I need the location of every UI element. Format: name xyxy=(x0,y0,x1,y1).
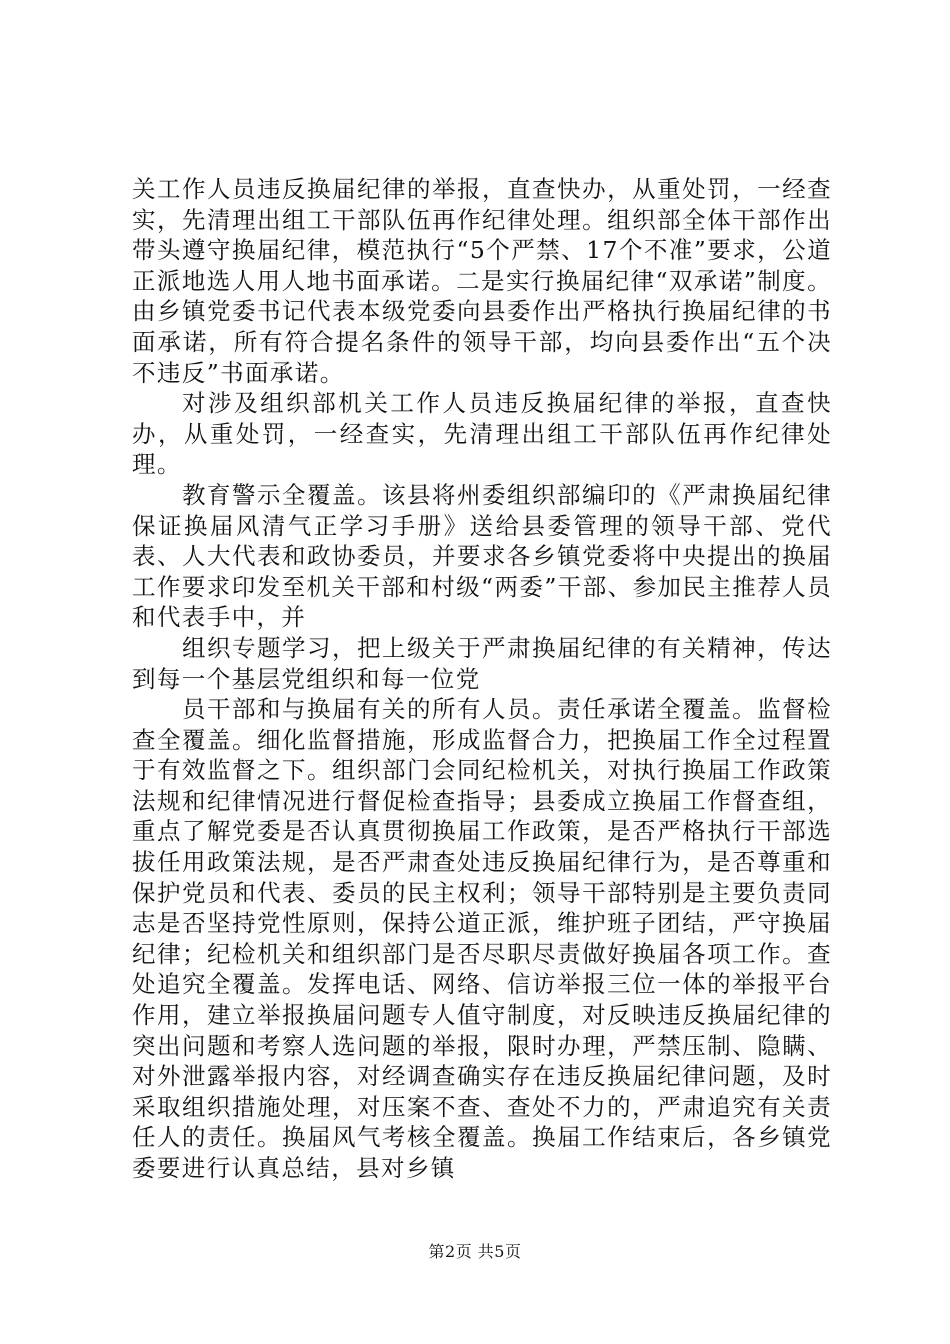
paragraph-study: 组织专题学习，把上级关于严肃换届纪律的有关精神，传达到每一个基层党组织和每一位党 xyxy=(132,633,832,693)
paragraph-reporting: 对涉及组织部机关工作人员违反换届纪律的举报，直查快办，从重处罚，一经查实，先清理出组工干部队伍再作纪律处理。 xyxy=(132,389,832,479)
document-body xyxy=(132,174,832,1184)
paragraph-continuation: 关工作人员违反换届纪律的举报，直查快办，从重处罚，一经查实，先清理出组工干部队伍再作纪律处理。组织部全体干部作出带头遵守换届纪律，模范执行“5个严禁、17个不准”要求，公道正派地选人用人地书面承诺。二是实行换届纪律“双承诺”制度。由乡镇党委书记代表本级党委向县委作出严格执行换届纪律的书面承诺，所有符合提名条件的领导干部，均向县委作出“五个决不违反”书面承诺。 xyxy=(132,175,832,387)
paragraph-education-warning: 教育警示全覆盖。该县将州委组织部编印的《严肃换届纪律保证换届风清气正学习手册》送给县委管理的领导干部、党代表、人大代表和政协委员，并要求各乡镇党委将中央提出的换届工作要求印发至机关干部和村级“两委”干部、参加民主推荐人员和代表手中，并 xyxy=(132,480,832,632)
paragraph-supervision: 员干部和与换届有关的所有人员。责任承诺全覆盖。监督检查全覆盖。细化监督措施，形成监督合力，把换届工作全过程置于有效监督之下。组织部门会同纪检机关，对执行换届工作政策法规和纪律情况进行督促检查指导；县委成立换届工作督查组，重点了解党委是否认真贯彻换届工作政策，是否严格执行干部选拔任用政策法规，是否严肃查处违反换届纪律行为，是否尊重和保护党员和代表、委员的民主权利；领导干部特别是主要负责同志是否坚持党性原则，保持公道正派，维护班子团结，严守换届纪律；纪检机关和组织部门是否尽职尽责做好换届各项工作。查处追究全覆盖。发挥电话、网络、信访举报三位一体的举报平台作用，建立举报换届问题专人值守制度，对反映违反换届纪律的突出问题和考察人选问题的举报，限时办理，严禁压制、隐瞒、对外泄露举报内容，对经调查确实存在违反换届纪律问题，及时采取组织措施处理，对压案不查、查处不力的，严肃追究有关责任人的责任。换届风气考核全覆盖。换届工作结束后，各乡镇党委要进行认真总结，县对乡镇 xyxy=(132,695,832,1182)
page-number-footer: 第2页 共5页 xyxy=(428,1242,522,1261)
